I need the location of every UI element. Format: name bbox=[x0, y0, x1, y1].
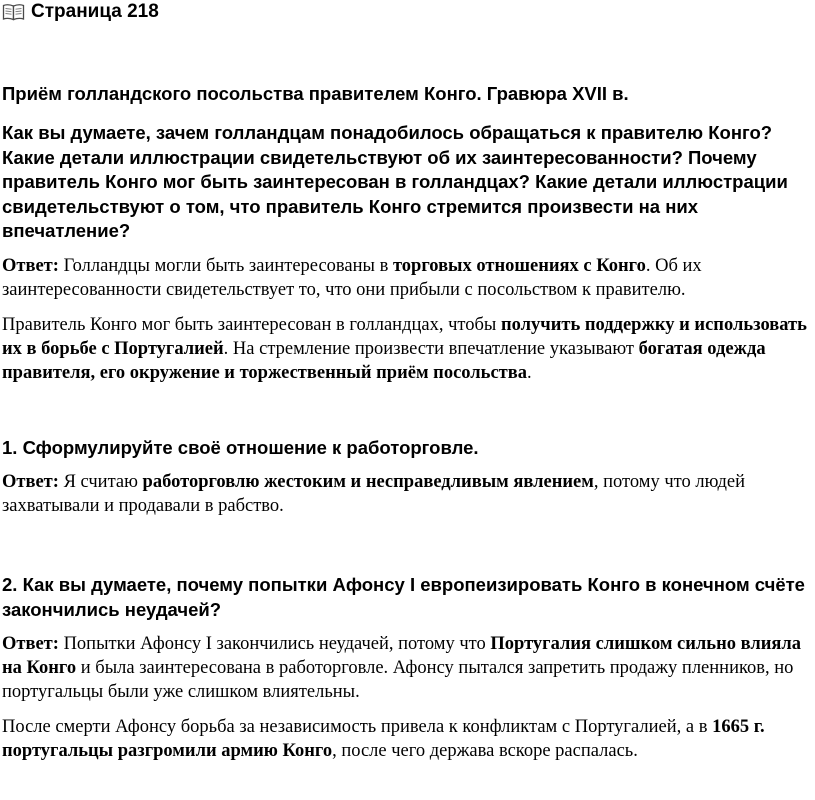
answer-label: Ответ: bbox=[2, 255, 59, 276]
answer-text: . bbox=[527, 362, 532, 383]
answer-text: Попытки Афонсу I закончились неудачей, потому что bbox=[63, 633, 491, 654]
question-2-answer-paragraph-2 bbox=[2, 715, 813, 763]
image-caption: Приём голландского посольства правителем Конго. Гравюра XVII в. bbox=[2, 83, 629, 104]
question-2-answer-paragraph-1 bbox=[2, 632, 813, 704]
answer-label: Ответ: bbox=[2, 471, 59, 492]
answer-text: Я считаю bbox=[63, 471, 143, 492]
answer-text: Голландцы могли быть заинтересованы в bbox=[63, 255, 393, 276]
question-2-block bbox=[2, 572, 813, 763]
answer-emphasis: богатая одежда правителя, его окружение и торжественный приём посольства bbox=[2, 338, 766, 383]
answer-text: После смерти Афонсу борьба за независимость привела к конфликтам с Португалией, а в bbox=[2, 716, 713, 737]
question-1-heading: 1. Сформулируйте своё отношение к работорговле. bbox=[2, 436, 479, 458]
answer-text: , после чего держава вскоре распалась. bbox=[332, 740, 638, 761]
answer-emphasis: торговых отношениях с Конго bbox=[392, 255, 646, 276]
answer-text: Правитель Конго мог быть заинтересован в голландцах, чтобы bbox=[2, 314, 501, 335]
intro-answer-paragraph-2 bbox=[2, 313, 813, 385]
answer-text: , потому что людей захватывали и продавали в рабство. bbox=[2, 471, 745, 516]
page-header bbox=[2, 0, 813, 24]
book-icon bbox=[2, 3, 25, 21]
answer-text: . На стремление произвести впечатление указывают bbox=[223, 338, 639, 359]
intro-answer-paragraph-1 bbox=[2, 254, 813, 302]
intro-question: Как вы думаете, зачем голландцам понадобилось обращаться к правителю Конго? Какие детали иллюстрации свидетельствуют об их заинтересованности? Почему правитель Конго мог быть заинтересован в голландцах? Какие детали иллюстрации свидетельствуют о том, что правитель Конго стремится произвести на них впечатление? bbox=[2, 122, 788, 241]
answer-emphasis: получить поддержку и использовать их в борьбе с Португалией bbox=[2, 314, 807, 359]
answer-emphasis: Португалия слишком сильно влияла на Конго bbox=[2, 633, 802, 678]
answer-label: Ответ: bbox=[2, 633, 59, 654]
page-title: Страница 218 bbox=[31, 1, 159, 22]
answer-emphasis: 1665 г. португальцы разгромили армию Конго bbox=[2, 716, 765, 761]
question-1-answer bbox=[2, 470, 813, 518]
answer-text: . Об их заинтересованности свидетельствует то, что они прибыли с посольством к правителю. bbox=[2, 255, 702, 300]
answer-emphasis: работорговлю жестоким и несправедливым явлением bbox=[142, 471, 594, 492]
answer-text: и была заинтересована в работорговле. Афонсу пытался запретить продажу пленников, но португальцы были уже слишком влиятельны. bbox=[2, 657, 794, 702]
question-2-heading: 2. Как вы думаете, почему попытки Афонсу I европеизировать Конго в конечном счёте закончились неудачей? bbox=[2, 573, 805, 620]
question-1-block bbox=[2, 435, 813, 518]
